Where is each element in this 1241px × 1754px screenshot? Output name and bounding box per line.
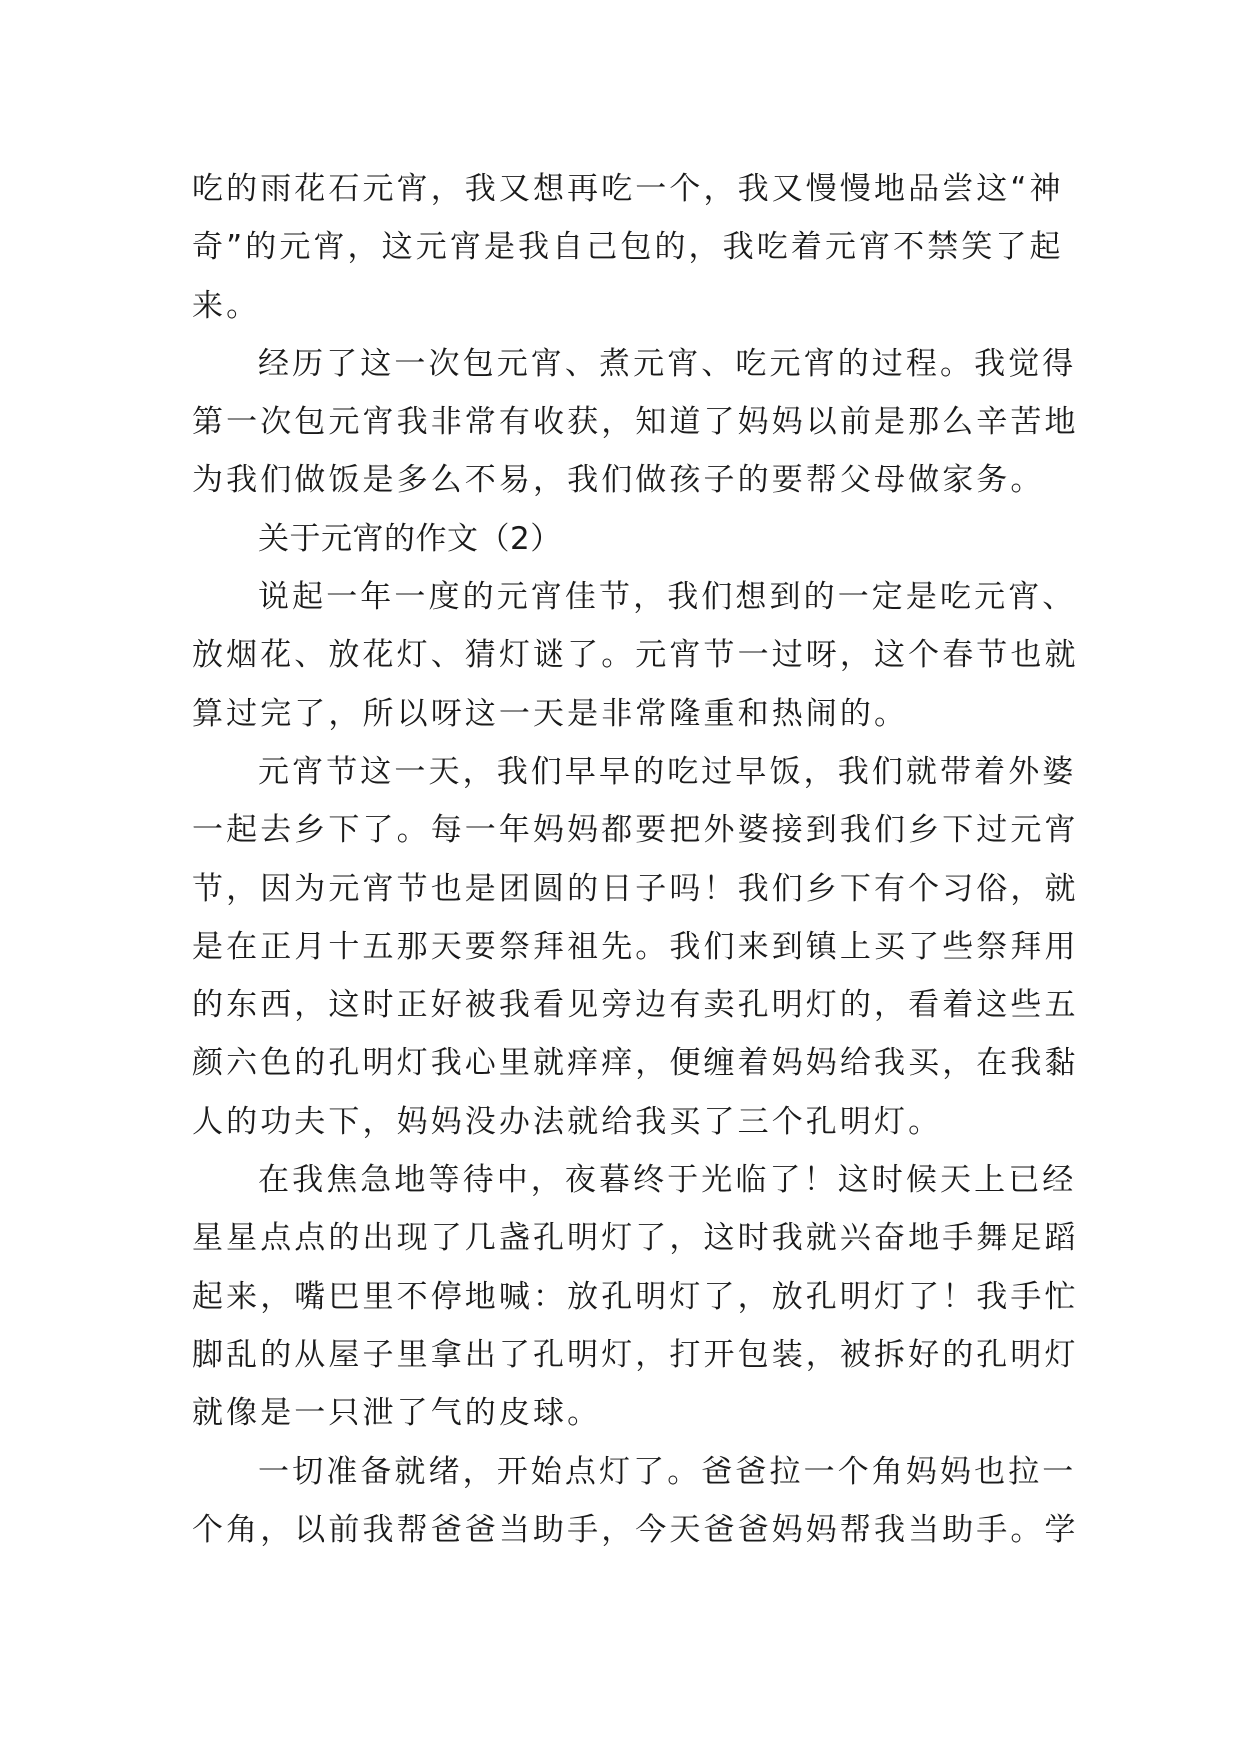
text-line: 奇”的元宵，这元宵是我自己包的，我吃着元宵不禁笑了起: [192, 229, 1064, 266]
text-line: 是在正月十五那天要祭拜祖先。我们来到镇上买了些祭拜用: [192, 928, 1079, 965]
text-line: 起来，嘴巴里不停地喊：放孔明灯了，放孔明灯了！我手忙: [192, 1278, 1079, 1315]
text-line: 脚乱的从屋子里拿出了孔明灯，打开包装，被拆好的孔明灯: [192, 1336, 1079, 1373]
text-line: 说起一年一度的元宵佳节，我们想到的一定是吃元宵、: [258, 579, 1077, 616]
essay-body: [192, 160, 1079, 1559]
text-line: 一切准备就绪，开始点灯了。爸爸拉一个角妈妈也拉一: [258, 1453, 1077, 1490]
text-line: 的东西，这时正好被我看见旁边有卖孔明灯的，看着这些五: [192, 987, 1079, 1024]
text-line: 人的功夫下，妈妈没办法就给我买了三个孔明灯。: [192, 1103, 943, 1140]
text-line: 星星点点的出现了几盏孔明灯了，这时我就兴奋地手舞足蹈: [192, 1220, 1079, 1257]
text-line: 吃的雨花石元宵，我又想再吃一个，我又慢慢地品尝这“神: [192, 171, 1064, 207]
text-line: 算过完了，所以呀这一天是非常隆重和热闹的。: [192, 695, 909, 732]
section-heading: 关于元宵的作文（2）: [258, 520, 562, 557]
text-line: 为我们做饭是多么不易，我们做孩子的要帮父母做家务。: [192, 462, 1045, 499]
text-line: 来。: [192, 287, 261, 324]
text-line: 经历了这一次包元宵、煮元宵、吃元宵的过程。我觉得: [258, 345, 1077, 382]
text-line: 颜六色的孔明灯我心里就痒痒，便缠着妈妈给我买，在我黏: [192, 1045, 1079, 1082]
text-line: 节，因为元宵节也是团圆的日子吗！我们乡下有个习俗，就: [192, 870, 1079, 907]
text-line: 在我焦急地等待中，夜暮终于光临了！这时候天上已经: [258, 1162, 1077, 1199]
text-line: 个角，以前我帮爸爸当助手，今天爸爸妈妈帮我当助手。学: [192, 1511, 1079, 1548]
text-line: 就像是一只泄了气的皮球。: [192, 1395, 602, 1432]
text-line: 放烟花、放花灯、猜灯谜了。元宵节一过呀，这个春节也就: [192, 637, 1079, 674]
text-line: 元宵节这一天，我们早早的吃过早饭，我们就带着外婆: [258, 753, 1077, 790]
text-line: 一起去乡下了。每一年妈妈都要把外婆接到我们乡下过元宵: [192, 812, 1079, 849]
text-line: 第一次包元宵我非常有收获，知道了妈妈以前是那么辛苦地: [192, 404, 1079, 441]
